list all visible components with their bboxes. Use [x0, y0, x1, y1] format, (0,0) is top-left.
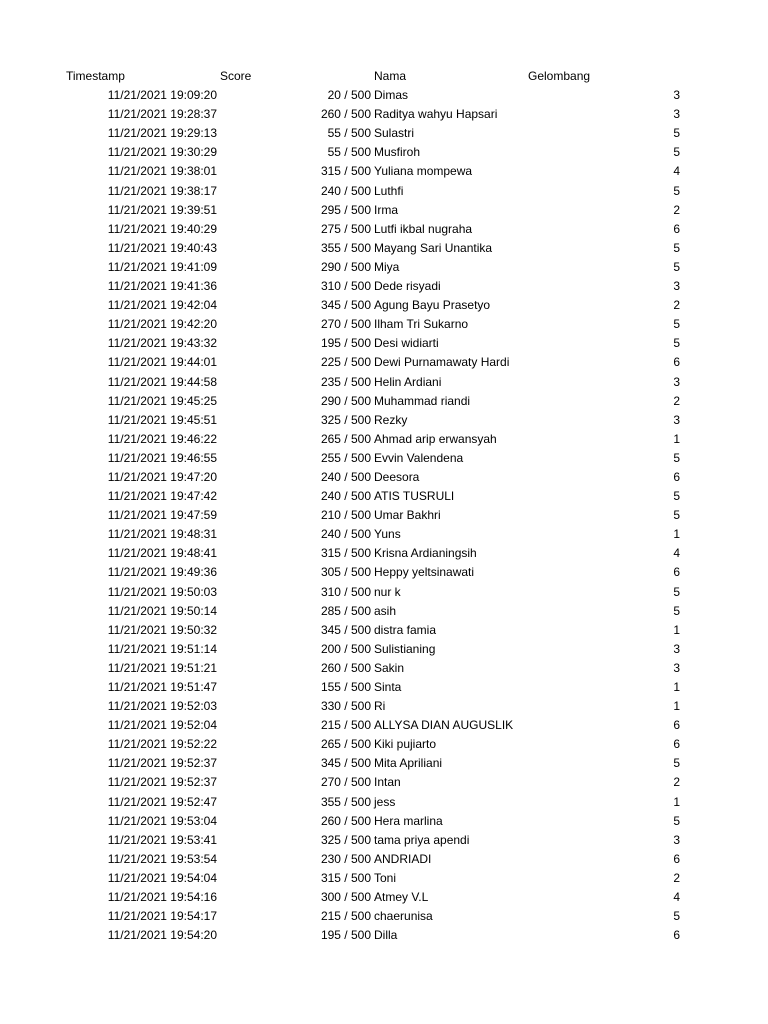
- cell-nama: Heppy yeltsinawati: [374, 565, 475, 580]
- table-row: [0, 544, 768, 563]
- cell-gelombang: 2: [673, 870, 680, 885]
- cell-gelombang: 4: [673, 546, 680, 561]
- cell-gelombang: 5: [673, 126, 680, 141]
- cell-nama: Mita Apriliani: [374, 756, 443, 771]
- cell-timestamp: 11/21/2021 19:30:29: [107, 145, 217, 160]
- cell-timestamp: 11/21/2021 19:54:17: [107, 909, 217, 924]
- cell-timestamp: 11/21/2021 19:53:04: [107, 813, 217, 828]
- table-row: [0, 392, 768, 411]
- cell-score: 325 / 500: [320, 412, 371, 427]
- cell-gelombang: 3: [673, 412, 680, 427]
- table-row: [0, 716, 768, 735]
- cell-gelombang: 4: [673, 890, 680, 905]
- table-row: [0, 162, 768, 181]
- cell-timestamp: 11/21/2021 19:28:37: [107, 107, 217, 122]
- cell-timestamp: 11/21/2021 19:38:01: [107, 164, 217, 179]
- table-row: [0, 926, 768, 945]
- table-row: [0, 525, 768, 544]
- table-row: [0, 86, 768, 105]
- cell-gelombang: 2: [673, 298, 680, 313]
- table-row: [0, 659, 768, 678]
- cell-timestamp: 11/21/2021 19:41:09: [107, 259, 217, 274]
- table-row: [0, 640, 768, 659]
- cell-timestamp: 11/21/2021 19:51:21: [107, 660, 217, 675]
- cell-gelombang: 5: [673, 336, 680, 351]
- cell-timestamp: 11/21/2021 19:43:32: [107, 336, 217, 351]
- cell-nama: Muhammad riandi: [374, 393, 471, 408]
- cell-gelombang: 6: [673, 737, 680, 752]
- cell-nama: Dimas: [374, 88, 409, 103]
- table-row: [0, 793, 768, 812]
- cell-timestamp: 11/21/2021 19:29:13: [107, 126, 217, 141]
- cell-gelombang: 5: [673, 259, 680, 274]
- cell-timestamp: 11/21/2021 19:45:51: [107, 412, 217, 427]
- cell-gelombang: 1: [673, 680, 680, 694]
- table-row: [0, 277, 768, 296]
- cell-gelombang: 5: [673, 813, 680, 828]
- table-row: [0, 583, 768, 602]
- cell-timestamp: 11/21/2021 19:51:47: [107, 680, 217, 694]
- cell-timestamp: 11/21/2021 19:47:59: [107, 508, 217, 523]
- spreadsheet-table: [0, 67, 768, 945]
- cell-timestamp: 11/21/2021 19:52:03: [107, 699, 217, 714]
- cell-score: 155 / 500: [320, 680, 371, 694]
- cell-timestamp: 11/21/2021 19:42:20: [107, 317, 217, 332]
- header-score: Score: [220, 69, 252, 83]
- cell-nama: Lutfi ikbal nugraha: [374, 221, 473, 236]
- cell-score: 270 / 500: [320, 317, 371, 332]
- cell-timestamp: 11/21/2021 19:47:20: [107, 469, 217, 484]
- cell-nama: Dede risyadi: [374, 279, 441, 294]
- table-row: [0, 220, 768, 239]
- cell-score: 195 / 500: [320, 928, 371, 943]
- cell-timestamp: 11/21/2021 19:49:36: [107, 565, 217, 580]
- cell-score: 315 / 500: [320, 164, 371, 179]
- cell-score: 290 / 500: [320, 393, 371, 408]
- cell-nama: jess: [374, 794, 396, 809]
- cell-timestamp: 11/21/2021 19:54:20: [107, 928, 217, 943]
- cell-score: 290 / 500: [320, 259, 371, 274]
- cell-nama: Umar Bakhri: [374, 508, 441, 523]
- cell-score: 215 / 500: [320, 909, 371, 924]
- cell-gelombang: 5: [673, 450, 680, 465]
- cell-nama: ATIS TUSRULI: [374, 489, 455, 504]
- cell-gelombang: 5: [673, 909, 680, 924]
- cell-nama: Agung Bayu Prasetyo: [374, 298, 491, 313]
- cell-timestamp: 11/21/2021 19:46:22: [107, 431, 217, 446]
- table-body: [0, 86, 768, 945]
- cell-nama: Mayang Sari Unantika: [374, 240, 493, 255]
- cell-nama: Sulistianing: [374, 641, 436, 656]
- cell-timestamp: 11/21/2021 19:53:54: [107, 851, 217, 866]
- cell-score: 345 / 500: [320, 756, 371, 771]
- cell-nama: Luthfi: [374, 183, 404, 198]
- cell-timestamp: 11/21/2021 19:45:25: [107, 393, 217, 408]
- cell-gelombang: 1: [673, 699, 680, 714]
- table-row: [0, 506, 768, 525]
- cell-score: 260 / 500: [320, 107, 371, 122]
- cell-score: 20 / 500: [327, 88, 371, 103]
- cell-timestamp: 11/21/2021 19:52:37: [107, 775, 217, 790]
- table-row: [0, 201, 768, 220]
- cell-timestamp: 11/21/2021 19:38:17: [107, 183, 217, 198]
- cell-timestamp: 11/21/2021 19:09:20: [107, 88, 217, 103]
- cell-gelombang: 3: [673, 832, 680, 847]
- cell-nama: Dewi Purnamawaty Hardi: [374, 355, 510, 370]
- cell-timestamp: 11/21/2021 19:44:58: [107, 374, 217, 389]
- cell-nama: ANDRIADI: [374, 851, 432, 866]
- cell-score: 240 / 500: [320, 489, 371, 504]
- cell-gelombang: 5: [673, 603, 680, 618]
- cell-score: 210 / 500: [320, 508, 371, 523]
- cell-timestamp: 11/21/2021 19:50:14: [107, 603, 217, 618]
- cell-score: 195 / 500: [320, 336, 371, 351]
- cell-gelombang: 6: [673, 469, 680, 484]
- cell-nama: Ilham Tri Sukarno: [374, 317, 469, 332]
- cell-nama: Deesora: [374, 469, 420, 484]
- cell-timestamp: 11/21/2021 19:40:43: [107, 240, 217, 255]
- cell-gelombang: 6: [673, 928, 680, 943]
- table-row: [0, 449, 768, 468]
- table-row: [0, 430, 768, 449]
- table-row: [0, 487, 768, 506]
- cell-gelombang: 1: [673, 794, 680, 809]
- cell-gelombang: 5: [673, 317, 680, 332]
- cell-gelombang: 1: [673, 622, 680, 637]
- cell-nama: Atmey V.L: [374, 890, 429, 905]
- cell-nama: Krisna Ardianingsih: [374, 546, 477, 561]
- cell-timestamp: 11/21/2021 19:48:41: [107, 546, 217, 561]
- cell-timestamp: 11/21/2021 19:54:16: [107, 890, 217, 905]
- table-row: [0, 602, 768, 621]
- cell-nama: Yuliana mompewa: [374, 164, 473, 179]
- cell-nama: Irma: [374, 202, 398, 217]
- table-row: [0, 563, 768, 582]
- cell-score: 315 / 500: [320, 870, 371, 885]
- cell-score: 260 / 500: [320, 660, 371, 675]
- cell-nama: Yuns: [374, 527, 401, 542]
- table-row: [0, 621, 768, 640]
- cell-gelombang: 4: [673, 164, 680, 179]
- cell-gelombang: 2: [673, 775, 680, 790]
- cell-score: 355 / 500: [320, 794, 371, 809]
- cell-timestamp: 11/21/2021 19:52:47: [107, 794, 217, 809]
- table-row: [0, 773, 768, 792]
- cell-score: 275 / 500: [320, 221, 371, 236]
- cell-nama: Ri: [374, 699, 386, 714]
- cell-timestamp: 11/21/2021 19:54:04: [107, 870, 217, 885]
- table-row: [0, 239, 768, 258]
- cell-nama: Helin Ardiani: [374, 374, 442, 389]
- cell-timestamp: 11/21/2021 19:42:04: [107, 298, 217, 313]
- cell-score: 230 / 500: [320, 851, 371, 866]
- table-row: [0, 468, 768, 487]
- cell-gelombang: 6: [673, 565, 680, 580]
- cell-timestamp: 11/21/2021 19:51:14: [107, 641, 217, 656]
- cell-nama: Desi widiarti: [374, 336, 439, 351]
- cell-timestamp: 11/21/2021 19:40:29: [107, 221, 217, 236]
- cell-score: 265 / 500: [320, 431, 371, 446]
- cell-nama: Sulastri: [374, 126, 415, 141]
- cell-gelombang: 6: [673, 355, 680, 370]
- cell-nama: tama priya apendi: [374, 832, 470, 847]
- cell-gelombang: 2: [673, 202, 680, 217]
- cell-score: 315 / 500: [320, 546, 371, 561]
- cell-score: 265 / 500: [320, 737, 371, 752]
- cell-score: 235 / 500: [320, 374, 371, 389]
- cell-timestamp: 11/21/2021 19:46:55: [107, 450, 217, 465]
- cell-nama: Kiki pujiarto: [374, 737, 437, 752]
- cell-nama: chaerunisa: [374, 909, 433, 924]
- cell-gelombang: 1: [673, 527, 680, 542]
- table-row: [0, 105, 768, 124]
- cell-gelombang: 6: [673, 851, 680, 866]
- cell-timestamp: 11/21/2021 19:52:22: [107, 737, 217, 752]
- cell-score: 355 / 500: [320, 240, 371, 255]
- cell-nama: Raditya wahyu Hapsari: [374, 107, 498, 122]
- cell-gelombang: 5: [673, 240, 680, 255]
- cell-gelombang: 5: [673, 508, 680, 523]
- cell-gelombang: 5: [673, 584, 680, 599]
- cell-gelombang: 3: [673, 107, 680, 122]
- cell-score: 240 / 500: [320, 469, 371, 484]
- header-row: [0, 67, 768, 86]
- cell-score: 260 / 500: [320, 813, 371, 828]
- table-row: [0, 888, 768, 907]
- table-row: [0, 411, 768, 430]
- cell-gelombang: 5: [673, 489, 680, 504]
- cell-score: 345 / 500: [320, 622, 371, 637]
- table-row: [0, 334, 768, 353]
- table-row: [0, 697, 768, 716]
- cell-gelombang: 5: [673, 756, 680, 771]
- cell-score: 55 / 500: [327, 145, 371, 160]
- cell-score: 330 / 500: [320, 699, 371, 714]
- cell-score: 310 / 500: [320, 279, 371, 294]
- cell-gelombang: 1: [673, 431, 680, 446]
- table-row: [0, 373, 768, 392]
- cell-score: 310 / 500: [320, 584, 371, 599]
- table-row: [0, 850, 768, 869]
- cell-gelombang: 6: [673, 221, 680, 236]
- cell-score: 270 / 500: [320, 775, 371, 790]
- cell-nama: asih: [374, 603, 397, 618]
- table-row: [0, 754, 768, 773]
- cell-score: 255 / 500: [320, 450, 371, 465]
- cell-timestamp: 11/21/2021 19:50:32: [107, 622, 217, 637]
- table-row: [0, 258, 768, 277]
- cell-gelombang: 3: [673, 374, 680, 389]
- cell-timestamp: 11/21/2021 19:52:04: [107, 718, 217, 733]
- cell-score: 285 / 500: [320, 603, 371, 618]
- header-nama: Nama: [374, 69, 407, 83]
- cell-nama: Dilla: [374, 928, 398, 943]
- cell-score: 215 / 500: [320, 718, 371, 733]
- cell-score: 295 / 500: [320, 202, 371, 217]
- cell-score: 55 / 500: [327, 126, 371, 141]
- cell-score: 345 / 500: [320, 298, 371, 313]
- cell-nama: Miya: [374, 259, 400, 274]
- cell-gelombang: 3: [673, 641, 680, 656]
- cell-gelombang: 6: [673, 718, 680, 733]
- cell-timestamp: 11/21/2021 19:53:41: [107, 832, 217, 847]
- cell-gelombang: 2: [673, 393, 680, 408]
- cell-nama: Ahmad arip erwansyah: [374, 431, 497, 446]
- table-row: [0, 315, 768, 334]
- cell-score: 325 / 500: [320, 832, 371, 847]
- cell-timestamp: 11/21/2021 19:47:42: [107, 489, 217, 504]
- table-row: [0, 907, 768, 926]
- cell-gelombang: 3: [673, 660, 680, 675]
- cell-score: 300 / 500: [320, 890, 371, 905]
- table-row: [0, 869, 768, 888]
- cell-nama: Hera marlina: [374, 813, 443, 828]
- table-row: [0, 831, 768, 850]
- cell-score: 240 / 500: [320, 527, 371, 542]
- table-row: [0, 182, 768, 201]
- table-row: [0, 124, 768, 143]
- cell-nama: ALLYSA DIAN AUGUSLIK: [374, 718, 514, 733]
- cell-nama: Toni: [374, 870, 397, 885]
- cell-score: 225 / 500: [320, 355, 371, 370]
- cell-timestamp: 11/21/2021 19:39:51: [107, 202, 217, 217]
- cell-nama: Sinta: [374, 680, 402, 694]
- cell-timestamp: 11/21/2021 19:41:36: [107, 279, 217, 294]
- cell-gelombang: 3: [673, 279, 680, 294]
- table-row: [0, 735, 768, 754]
- cell-nama: Musfiroh: [374, 145, 421, 160]
- cell-timestamp: 11/21/2021 19:44:01: [107, 355, 217, 370]
- cell-nama: Sakin: [374, 660, 405, 675]
- cell-gelombang: 3: [673, 88, 680, 103]
- cell-nama: Intan: [374, 775, 401, 790]
- table-row: [0, 812, 768, 831]
- cell-timestamp: 11/21/2021 19:52:37: [107, 756, 217, 771]
- header-timestamp: Timestamp: [66, 69, 125, 83]
- cell-score: 305 / 500: [320, 565, 371, 580]
- table-row: [0, 296, 768, 315]
- cell-nama: distra famia: [374, 622, 437, 637]
- table-row: [0, 678, 768, 697]
- cell-nama: Evvin Valendena: [374, 450, 464, 465]
- header-gelombang: Gelombang: [528, 69, 591, 83]
- table-row: [0, 353, 768, 372]
- cell-gelombang: 5: [673, 145, 680, 160]
- table-row: [0, 143, 768, 162]
- cell-timestamp: 11/21/2021 19:48:31: [107, 527, 217, 542]
- cell-score: 200 / 500: [320, 641, 371, 656]
- cell-timestamp: 11/21/2021 19:50:03: [107, 584, 217, 599]
- cell-nama: nur k: [374, 584, 401, 599]
- cell-score: 240 / 500: [320, 183, 371, 198]
- cell-nama: Rezky: [374, 412, 408, 427]
- cell-gelombang: 5: [673, 183, 680, 198]
